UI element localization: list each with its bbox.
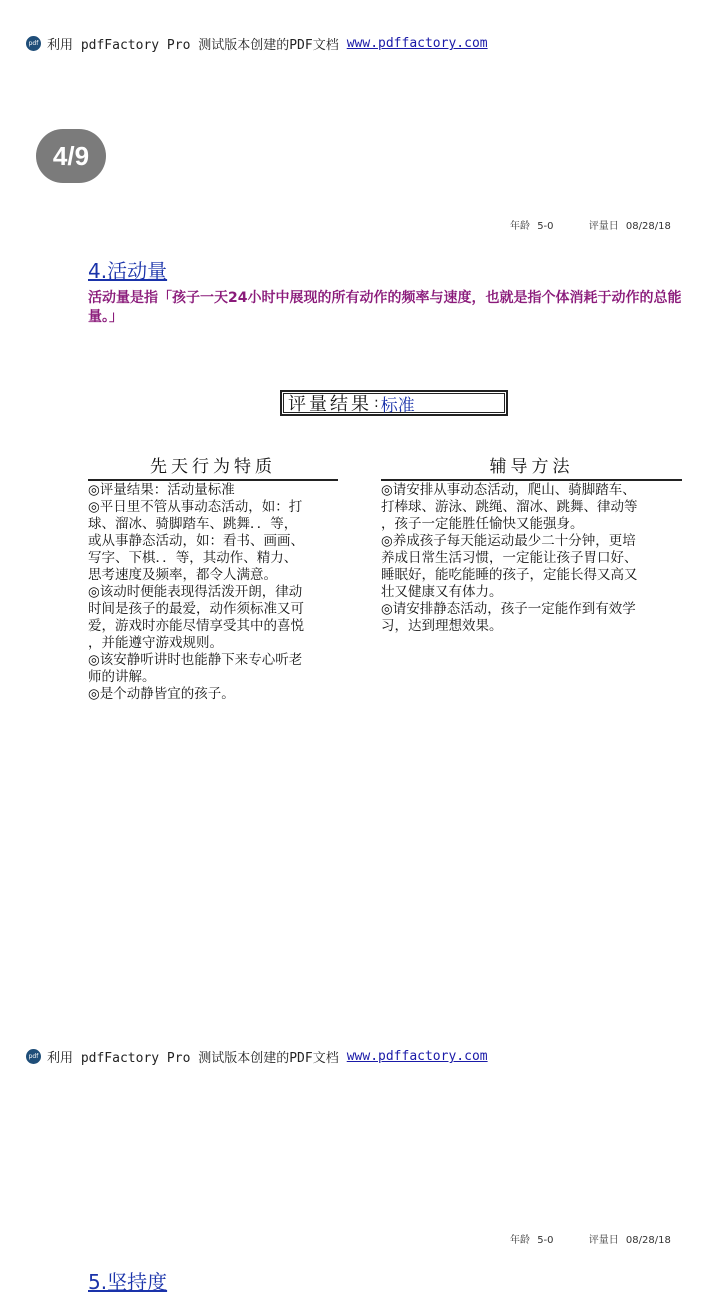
column-line: ◎请安排静态活动，孩子一定能作到有效学 (381, 601, 636, 617)
date-label: 评量日 (588, 1235, 619, 1246)
column-line: 思考速度及频率，都令人满意。 (88, 567, 277, 583)
column-line: 师的讲解。 (88, 669, 156, 685)
right-column-title: 辅导方法 (381, 452, 682, 481)
section-title: 4.活动量 (88, 259, 168, 283)
pdffactory-logo-icon: pdf (26, 1049, 41, 1064)
watermark-text: 利用 pdfFactory Pro 测试版本创建的PDF文档 (47, 38, 339, 53)
column-line: 爱，游戏时亦能尽情享受其中的喜悦 (88, 618, 304, 634)
age-label: 年龄 (510, 221, 530, 232)
column-line: ◎平日里不管从事动态活动，如：打 (88, 499, 303, 515)
column-line: ◎该动时便能表现得活泼开朗，律动 (88, 584, 303, 600)
date-value: 08/28/18 (625, 1235, 671, 1246)
column-line: 或从事静态活动，如：看书、画画、 (88, 533, 304, 549)
result-box (280, 390, 508, 416)
column-line: 养成日常生活习惯，一定能让孩子胃口好、 (381, 550, 638, 566)
age-value: 5-0 (537, 221, 554, 232)
column-line: 壮又健康又有体力。 (381, 584, 503, 600)
watermark-link[interactable]: www.pdffactory.com (346, 1049, 488, 1064)
pdffactory-logo-icon: pdf (26, 36, 41, 51)
date-value: 08/28/18 (625, 221, 671, 232)
result-label: 评量结果 (288, 394, 372, 415)
right-column-body (381, 482, 686, 635)
date-label: 评量日 (588, 221, 619, 232)
pdf-watermark-banner-2 (26, 1047, 488, 1066)
column-line: ◎养成孩子每天能运动最少二十分钟，更培 (381, 533, 636, 549)
next-section-title: 5.坚持度 (88, 1270, 168, 1294)
page-indicator-text: 4/9 (52, 140, 90, 171)
column-line: ，孩子一定能胜任愉快又能强身。 (381, 516, 584, 532)
column-line: ，并能遵守游戏规则。 (88, 635, 223, 651)
column-line: 球、溜冰、骑脚踏车、跳舞．．等， (88, 516, 298, 532)
report-meta-2 (510, 1231, 675, 1246)
age-value: 5-0 (537, 1235, 554, 1246)
age-label: 年龄 (510, 1235, 530, 1246)
result-value: 标准 (380, 395, 415, 416)
watermark-link[interactable]: www.pdffactory.com (346, 36, 488, 51)
column-line: 时间是孩子的最爱，动作须标准又可 (88, 601, 304, 617)
column-line: ◎评量结果：活动量标准 (88, 482, 235, 498)
pdf-watermark-banner (26, 34, 488, 53)
column-line: 打棒球、游泳、跳绳、溜冰、跳舞、律动等 (381, 499, 638, 515)
column-line: ◎是个动静皆宜的孩子。 (88, 686, 235, 702)
left-column-title: 先天行为特质 (88, 452, 338, 481)
column-line: 写字、下棋．．等，其动作、精力、 (88, 550, 298, 566)
column-line: ◎请安排从事动态活动，爬山、骑脚踏车、 (381, 482, 636, 498)
column-line: ◎该安静听讲时也能静下来专心听老 (88, 652, 303, 668)
column-line: 习，达到理想效果。 (381, 618, 503, 634)
watermark-text: 利用 pdfFactory Pro 测试版本创建的PDF文档 (47, 1051, 339, 1066)
page-indicator-badge (36, 129, 106, 183)
left-column-body (88, 482, 343, 703)
report-meta (510, 217, 675, 232)
section-definition: 活动量是指「孩子一天24小时中展现的所有动作的频率与速度，也就是指个体消耗于动作的总能量。」 (88, 290, 682, 325)
column-line: 睡眠好，能吃能睡的孩子，定能长得又高又 (381, 567, 638, 583)
result-colon: : (374, 395, 379, 411)
